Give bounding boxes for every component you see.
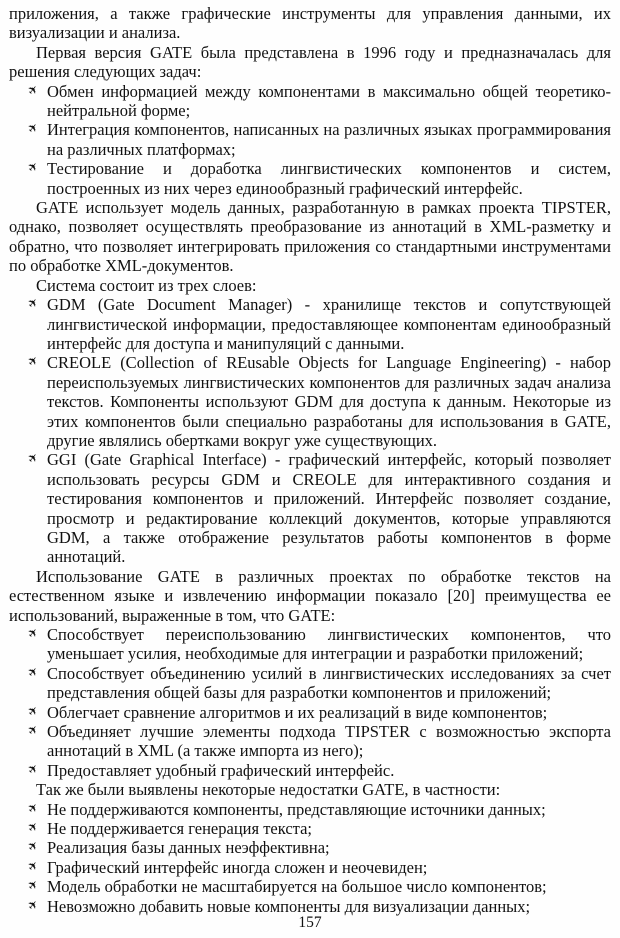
bullet-text: Способствует переиспользованию лингвистических компонентов, что уменьшает усилия, необходимые для интеграции и разработки приложений; bbox=[47, 625, 611, 664]
bullet-item bbox=[9, 858, 611, 877]
airplane-bullet-icon: ✈ bbox=[24, 624, 42, 642]
bullet-text: Объединяет лучшие элементы подхода TIPSTER с возможностью экспорта аннотаций в XML (а также импорта из него); bbox=[47, 722, 611, 761]
bullet-item bbox=[9, 838, 611, 857]
bullet-item bbox=[9, 722, 611, 761]
airplane-bullet-icon: ✈ bbox=[24, 857, 42, 875]
document-content bbox=[9, 4, 611, 916]
bullet-text: Реализация базы данных неэффективна; bbox=[47, 838, 330, 858]
airplane-bullet-icon: ✈ bbox=[24, 702, 42, 719]
paragraph: Система состоит из трех слоев: bbox=[36, 275, 257, 295]
paragraph: Первая версия GATE была представлена в 1996 году и предназначалась для решения следующих задач: bbox=[9, 42, 611, 82]
bullet-text: Графический интерфейс иногда сложен и неочевиден; bbox=[47, 857, 428, 877]
bullet-text: Невозможно добавить новые компоненты для визуализации данных; bbox=[47, 896, 531, 916]
bullet-text: Модель обработки не масштабируется на большое число компонентов; bbox=[47, 877, 547, 897]
bullet-text: CREOLE (Collection of REusable Objects for Language Engineering) - набор переиспользуемых лингвистических компонентов для различных задач анализа текстов. Компоненты используют GDM для доступа к данным. Некоторые из этих компонентов были специально разработаны для использования в GATE, другие являлись обертками вокруг уже существующих. bbox=[47, 353, 611, 450]
bullet-item bbox=[9, 703, 611, 722]
bullet-item bbox=[9, 120, 611, 159]
bullet-item bbox=[9, 800, 611, 819]
airplane-bullet-icon: ✈ bbox=[24, 760, 42, 778]
airplane-bullet-icon: ✈ bbox=[24, 896, 42, 914]
airplane-bullet-icon: ✈ bbox=[24, 120, 42, 137]
airplane-bullet-icon: ✈ bbox=[24, 838, 42, 855]
airplane-bullet-icon: ✈ bbox=[24, 876, 42, 894]
airplane-bullet-icon: ✈ bbox=[24, 721, 42, 739]
paragraph: Так же были выявлены некоторые недостатки GATE, в частности: bbox=[36, 780, 501, 800]
bullet-text: Облегчает сравнение алгоритмов и их реализаций в виде компонентов; bbox=[47, 702, 548, 722]
airplane-bullet-icon: ✈ bbox=[24, 81, 42, 98]
bullet-item bbox=[9, 295, 611, 353]
airplane-bullet-icon: ✈ bbox=[24, 352, 42, 370]
bullet-item bbox=[9, 819, 611, 838]
airplane-bullet-icon: ✈ bbox=[24, 158, 42, 176]
bullet-text: Интеграция компонентов, написанных на различных языках программирования на различных платформах; bbox=[47, 120, 611, 159]
airplane-bullet-icon: ✈ bbox=[24, 449, 42, 467]
bullet-item bbox=[9, 82, 611, 121]
paragraph: приложения, а также графические инструменты для управления данными, их визуализации и анализа. bbox=[9, 4, 611, 43]
bullet-item bbox=[9, 625, 611, 664]
bullet-item bbox=[9, 353, 611, 450]
airplane-bullet-icon: ✈ bbox=[24, 818, 42, 836]
bullet-text: GGI (Gate Graphical Interface) - графический интерфейс, который позволяет использовать ресурсы GDM и CREOLE для интерактивного создания и тестирования компонентов и приложений. Интерфейс позволяет создание, просмотр и редактирование коллекций документов, которые управляются GDM, а также отображение результатов работы компонентов в форме аннотаций. bbox=[47, 450, 611, 567]
bullet-item bbox=[9, 450, 611, 566]
paragraph: Использование GATE в различных проектах по обработке текстов на естественном языке и извлечению информации показало [20] преимущества ее использований, выраженные в том, что GATE: bbox=[9, 566, 611, 625]
bullet-text: Тестирование и доработка лингвистических компонентов и систем, построенных из них через единообразный графический интерфейс. bbox=[47, 159, 611, 198]
bullet-text: Предоставляет удобный графический интерфейс. bbox=[47, 760, 395, 780]
bullet-text: Способствует объединению усилий в лингвистических исследованиях за счет представления общей базы для разработки компонентов и приложений; bbox=[47, 663, 611, 703]
bullet-item bbox=[9, 877, 611, 896]
bullet-text: Не поддерживаются компоненты, представляющие источники данных; bbox=[47, 799, 546, 819]
bullet-text: GDM (Gate Document Manager) - хранилище текстов и сопутствующей лингвистической информации, предоставляющее компонентам единообразный интерфейс для доступа и манипуляций с данными. bbox=[47, 295, 611, 353]
airplane-bullet-icon: ✈ bbox=[24, 663, 42, 681]
bullet-item bbox=[9, 159, 611, 198]
bullet-item bbox=[9, 761, 611, 780]
bullet-item bbox=[9, 664, 611, 703]
bullet-text: Обмен информацией между компонентами в максимально общей теоретико-нейтральной форме; bbox=[47, 81, 611, 121]
airplane-bullet-icon: ✈ bbox=[24, 799, 42, 817]
paragraph: GATE использует модель данных, разработанную в рамках проекта TIPSTER, однако, позволяет осуществлять преобразование из аннотаций в XML-разметку и обратно, что позволяет интегрировать приложения со стандартными инструментами по обработке XML-документов. bbox=[9, 198, 611, 276]
airplane-bullet-icon: ✈ bbox=[24, 294, 42, 312]
bullet-text: Не поддерживается генерация текста; bbox=[47, 819, 312, 839]
page-number: 157 bbox=[298, 913, 322, 931]
